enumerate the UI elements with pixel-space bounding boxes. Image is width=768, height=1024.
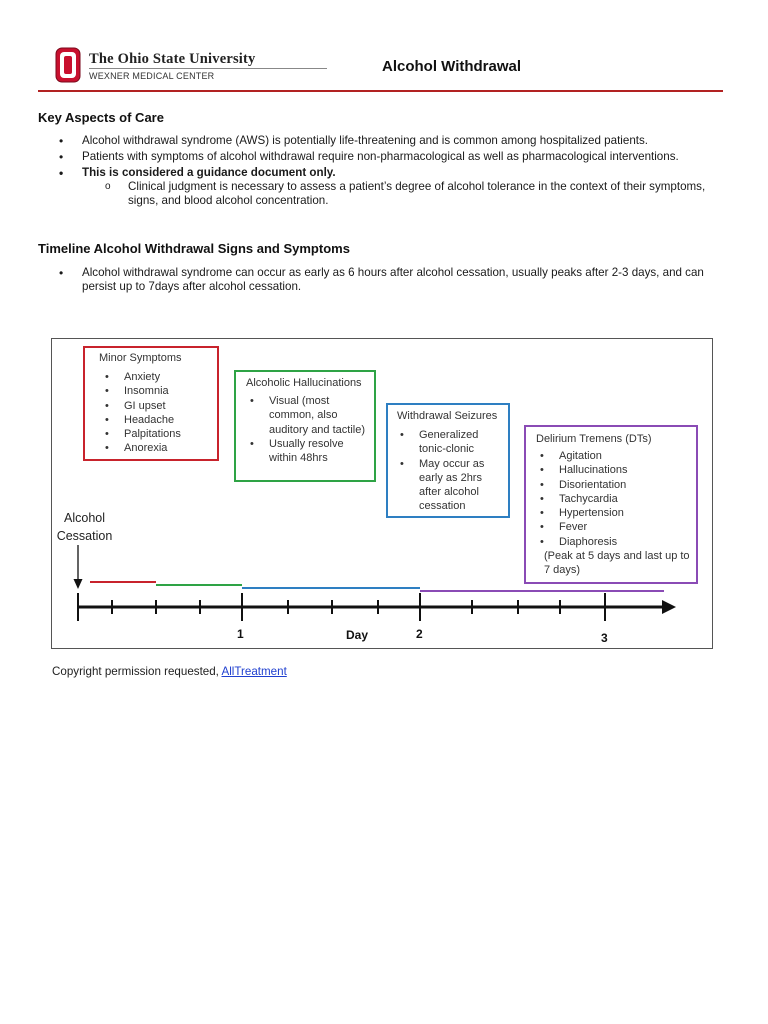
timeline-axis (52, 339, 712, 648)
hallucinations-title: Alcoholic Hallucinations (246, 377, 362, 389)
list-item: • Headache (99, 413, 217, 427)
day-tick-label-2: 2 (416, 627, 423, 641)
day-tick-label-1: 1 (237, 627, 244, 641)
list-item: • Diaphoresis (534, 535, 694, 549)
list-item: • Palpitations (99, 427, 217, 441)
list-item: • GI upset (99, 399, 217, 413)
list-item: • Disorientation (534, 478, 694, 492)
header-rule (38, 90, 723, 92)
withdrawal-timeline-figure (51, 338, 713, 649)
alltreatment-link[interactable]: AllTreatment (221, 665, 287, 678)
key-aspects-heading: Key Aspects of Care (38, 110, 164, 125)
list-item: • Insomnia (99, 384, 217, 398)
list-item: • Alcohol withdrawal syndrome (AWS) is potentially life-threatening and is common among hospitalized patients. (55, 134, 715, 148)
seizures-title: Withdrawal Seizures (397, 410, 498, 422)
list-item: • Patients with symptoms of alcohol withdrawal require non-pharmacological as well as pharmacological interventions. (55, 150, 715, 164)
list-item: • Hallucinations (534, 463, 694, 477)
guidance-note: This is considered a guidance document only. (82, 166, 336, 179)
list-item: • Tachycardia (534, 492, 694, 506)
copyright-text: Copyright permission requested, (52, 665, 222, 678)
key-aspects-list (55, 134, 715, 210)
list-item: • Alcohol withdrawal syndrome can occur as early as 6 hours after alcohol cessation, usually peaks after 2-3 days, and can persist up to 7days after alcohol cessation. (55, 266, 715, 294)
alcohol-cessation-label: Alcohol Cessation (56, 511, 113, 543)
timeline-list (55, 266, 715, 296)
list-item: • Fever (534, 520, 694, 534)
osu-logo (55, 47, 275, 85)
sub-list (82, 180, 715, 208)
dts-peak-note: (Peak at 5 days and last up to 7 days) (544, 550, 690, 577)
minor-symptoms-title: Minor Symptoms (99, 352, 182, 364)
medical-center-name: WEXNER MEDICAL CENTER (89, 71, 215, 81)
list-item: • May occur as early as 2hrs after alcohol cessation (394, 457, 506, 514)
cessation-arrow-head (74, 579, 83, 589)
list-item: • Hypertension (534, 506, 694, 520)
day-tick-label-3: 3 (601, 631, 608, 645)
list-item: • Agitation (534, 449, 694, 463)
copyright-line (52, 665, 287, 678)
university-name: The Ohio State University (89, 51, 256, 67)
timeline-heading: Timeline Alcohol Withdrawal Signs and Symptoms (38, 241, 350, 256)
list-item: • Anxiety (99, 370, 217, 384)
list-item (55, 166, 715, 208)
delirium-tremens-title: Delirium Tremens (DTs) (536, 433, 652, 445)
document-title: Alcohol Withdrawal (382, 58, 522, 75)
list-item: • Usually resolve within 48hrs (244, 437, 366, 466)
list-item: • Anorexia (99, 441, 217, 455)
block-o-logo-icon (55, 47, 81, 83)
list-item: • Visual (most common, also auditory and tactile) (244, 394, 366, 437)
day-axis-label: Day (346, 628, 369, 642)
logo-divider (89, 68, 327, 69)
sub-list-item: o Clinical judgment is necessary to assess a patient’s degree of alcohol tolerance in the context of their symptoms, signs, and blood alcohol concentration. (82, 180, 715, 208)
axis-arrowhead (662, 600, 676, 614)
list-item: • Generalized tonic-clonic (394, 428, 506, 457)
